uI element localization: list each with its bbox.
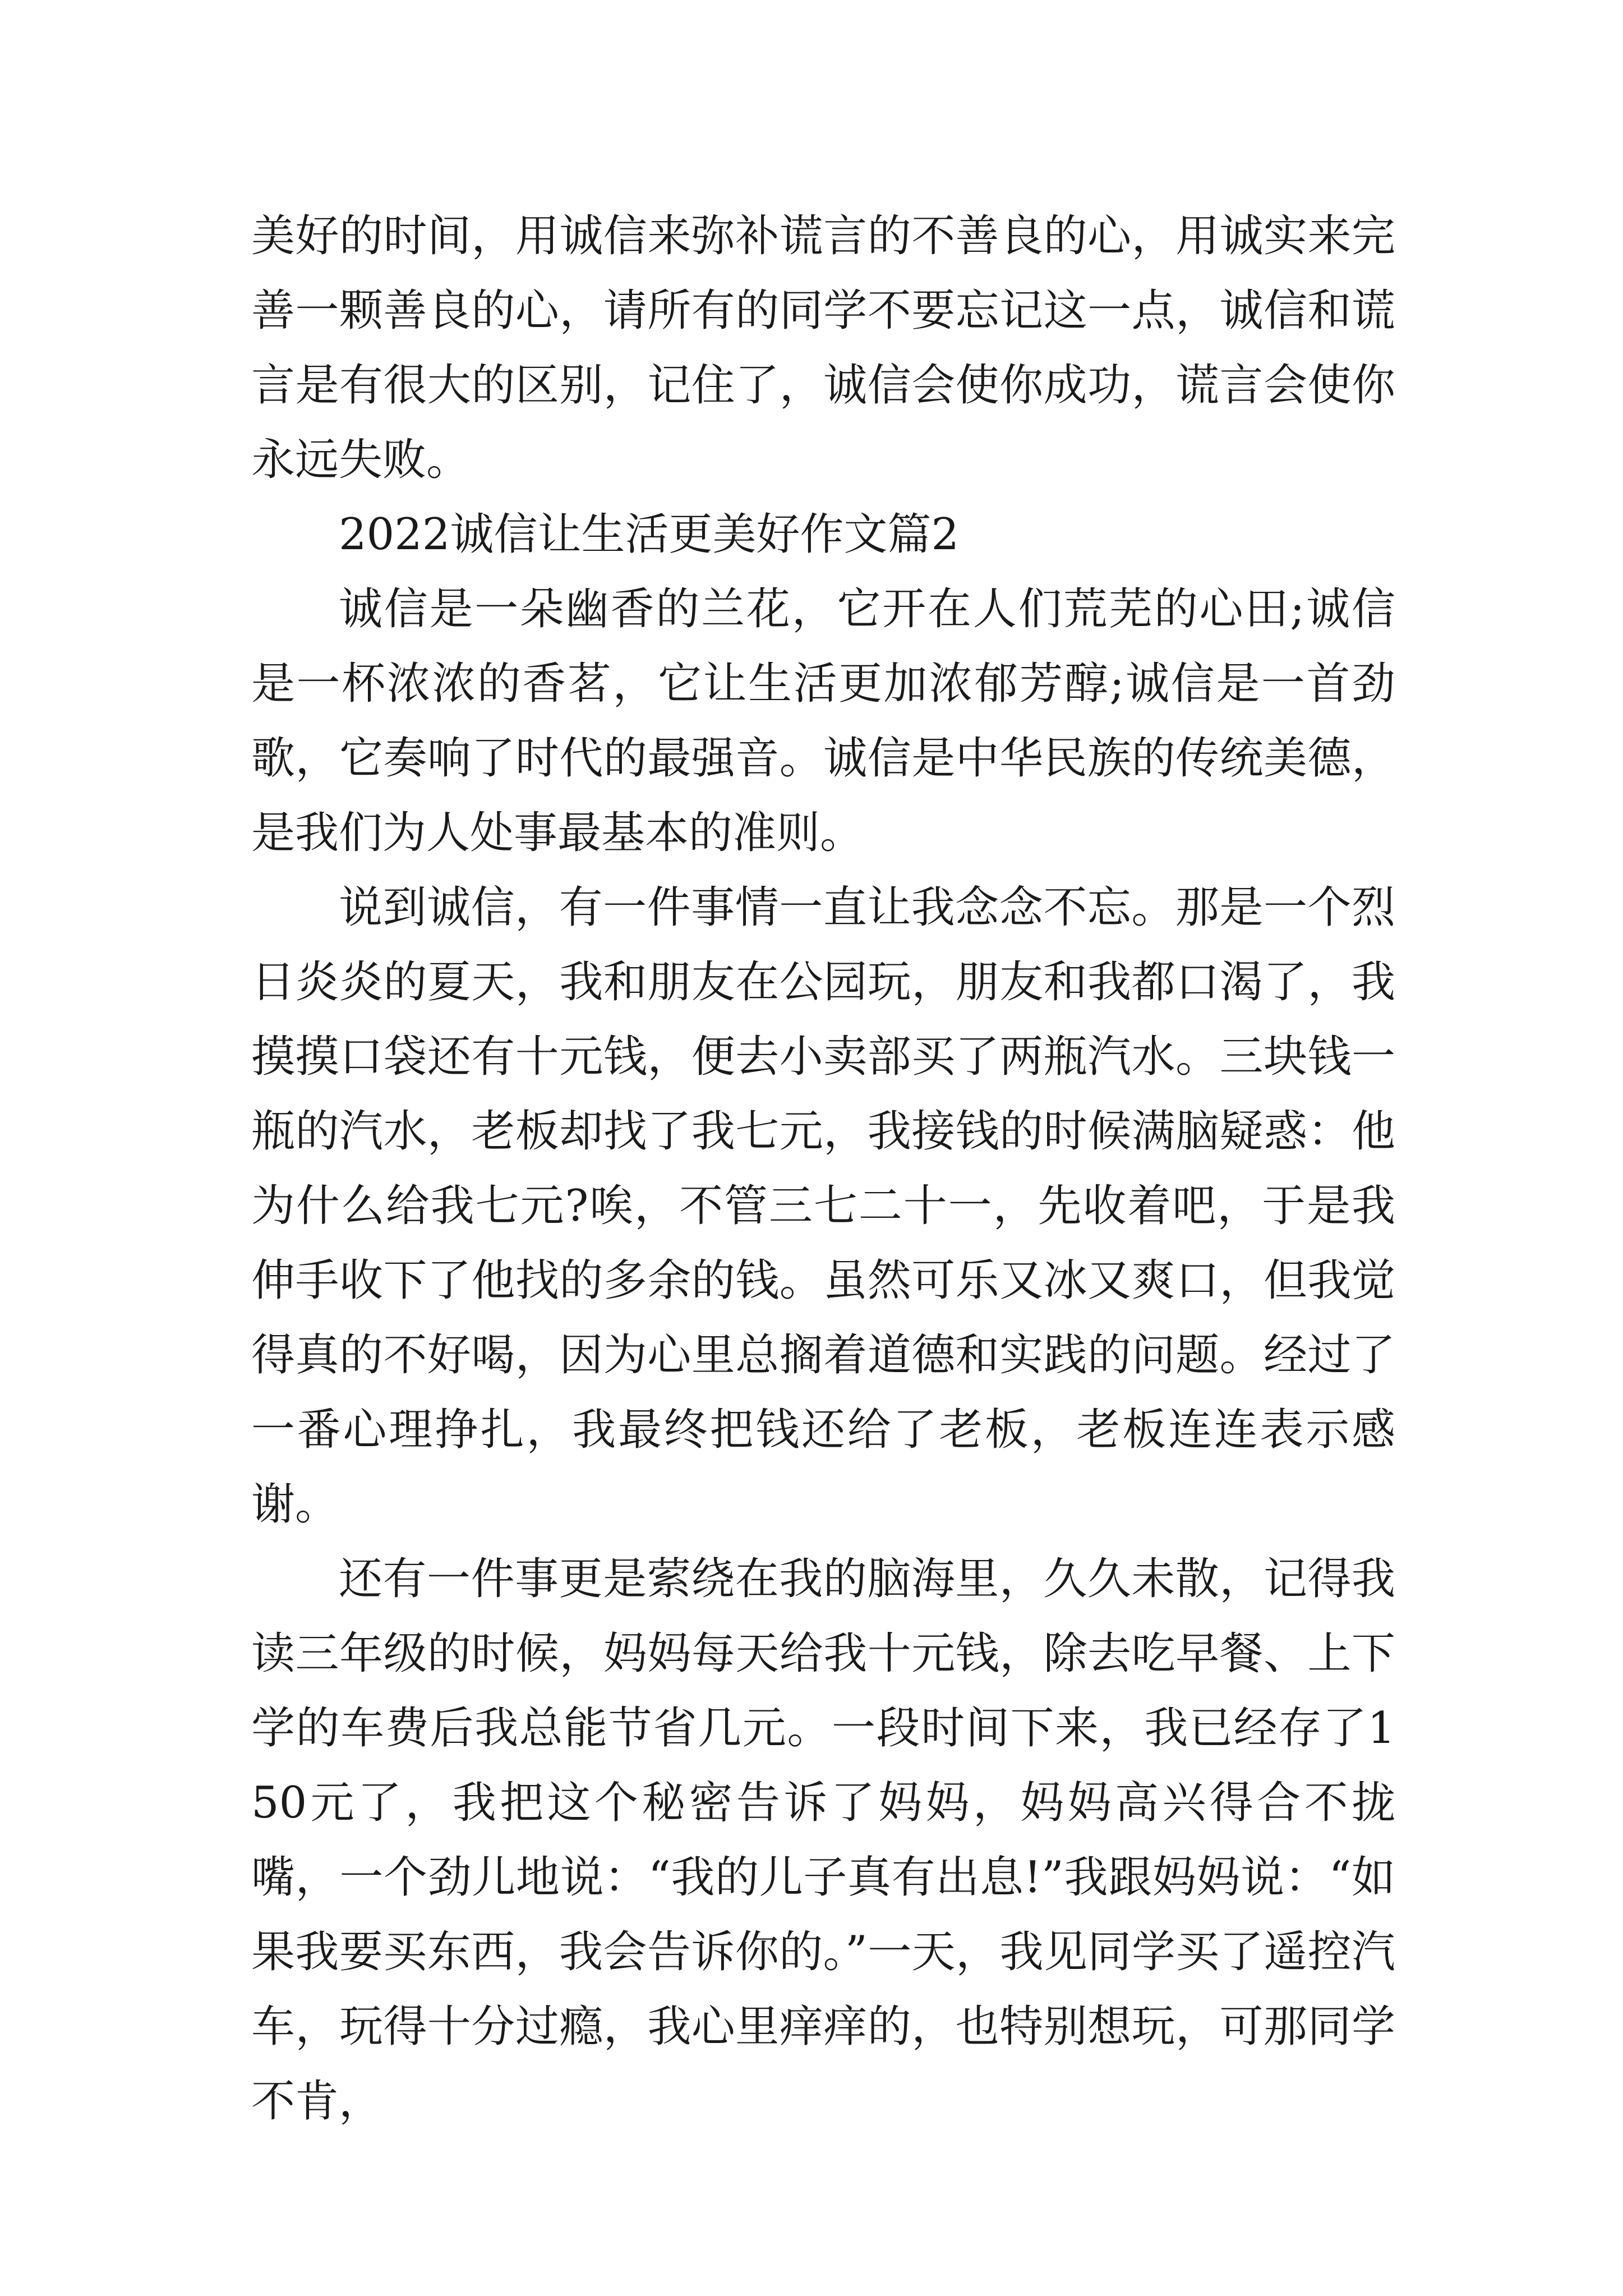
body-text	[251, 199, 1395, 2139]
paragraph-intro: 诚信是一朵幽香的兰花，它开在人们荒芜的心田;诚信是一杯浓浓的香茗，它让生活更加浓郁芳醇;诚信是一首劲歌，它奏响了时代的最强音。诚信是中华民族的传统美德，是我们为人处事最基本的准则。	[251, 584, 1395, 858]
paragraph-story-two: 还有一件事更是萦绕在我的脑海里，久久未散，记得我读三年级的时候，妈妈每天给我十元钱，除去吃早餐、上下学的车费后我总能节省几元。一段时间下来，我已经存了150元了，我把这个秘密告诉了妈妈，妈妈高兴得合不拢嘴，一个劲儿地说：“我的儿子真有出息!”我跟妈妈说：“如果我要买东西，我会告诉你的。”一天，我见同学买了遥控汽车，玩得十分过瘾，我心里痒痒的，也特别想玩，可那同学不肯，	[251, 1554, 1395, 2127]
section-heading: 2022诚信让生活更美好作文篇2	[339, 509, 960, 560]
paragraph-story-one: 说到诚信，有一件事情一直让我念念不忘。那是一个烈日炎炎的夏天，我和朋友在公园玩，朋友和我都口渴了，我摸摸口袋还有十元钱，便去小卖部买了两瓶汽水。三块钱一瓶的汽水，老板却找了我七元，我接钱的时候满脑疑惑：他为什么给我七元?唉，不管三七二十一，先收着吧，于是我伸手收下了他找的多余的钱。虽然可乐又冰又爽口，但我觉得真的不好喝，因为心里总搁着道德和实践的问题。经过了一番心理挣扎，我最终把钱还给了老板，老板连连表示感谢。	[251, 882, 1395, 1530]
paragraph-continuation: 美好的时间，用诚信来弥补谎言的不善良的心，用诚实来完善一颗善良的心，请所有的同学不要忘记这一点，诚信和谎言是有很大的区别，记住了，诚信会使你成功，谎言会使你永远失败。	[251, 211, 1395, 485]
